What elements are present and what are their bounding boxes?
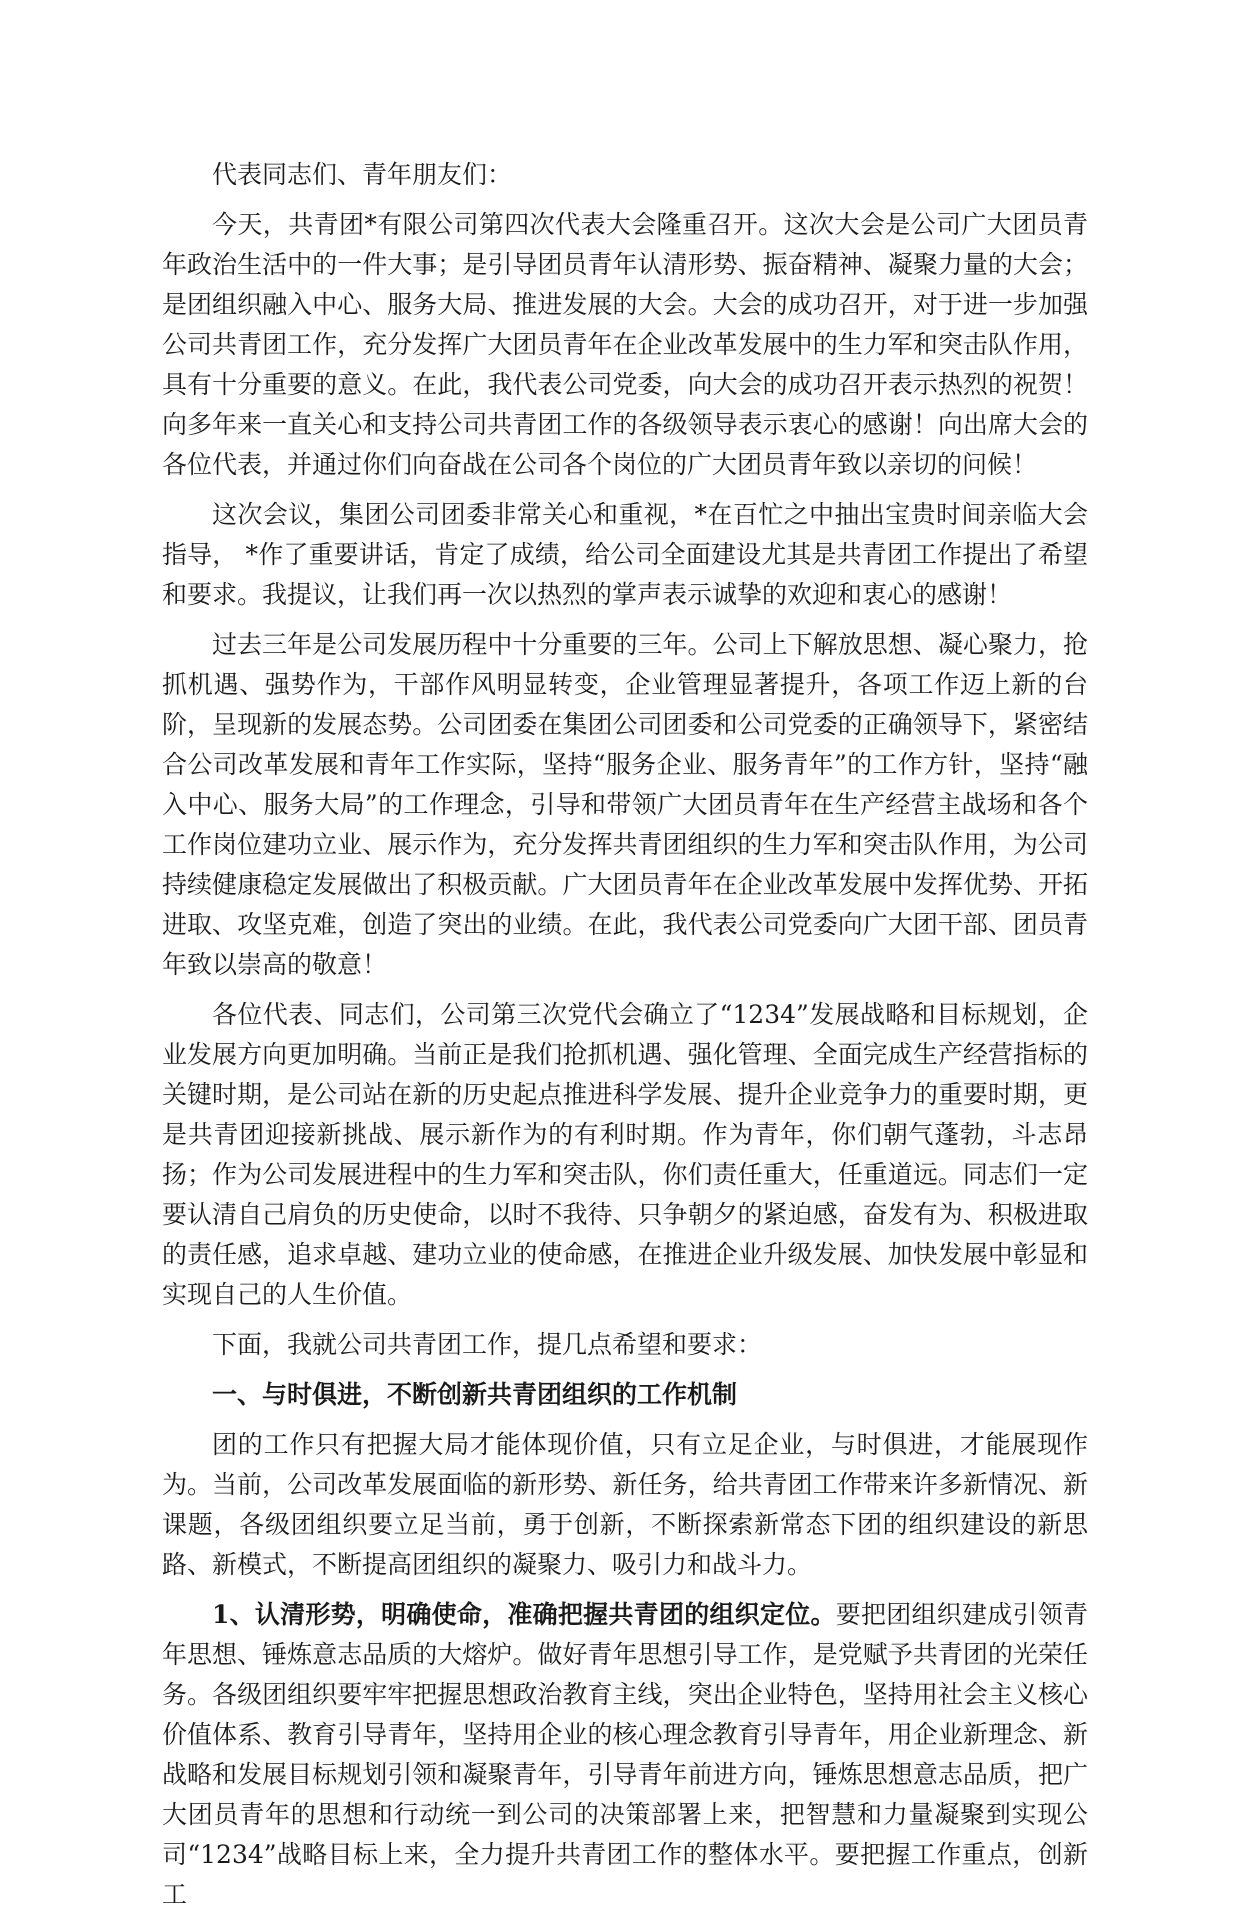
paragraph-past-three-years: 过去三年是公司发展历程中十分重要的三年。公司上下解放思想、凝心聚力，抢抓机遇、强势作为，干部作风明显转变，企业管理显著提升，各项工作迈上新的台阶，呈现新的发展态势。公司团委在集团公司团委和公司党委的正确领导下，紧密结合公司改革发展和青年工作实际，坚持“服务企业、服务青年”的工作方针，坚持“融入中心、服务大局”的工作理念，引导和带领广大团员青年在生产经营主战场和各个工作岗位建功立业、展示作为，充分发挥共青团组织的生力军和突击队作用，为公司持续健康稳定发展做出了积极贡献。广大团员青年在企业改革发展中发挥优势、开拓进取、攻坚克难，创造了突出的业绩。在此，我代表公司党委向广大团干部、团员青年致以崇高的敬意！: [162, 630, 1088, 979]
paragraph-strategy: 各位代表、同志们，公司第三次党代会确立了“1234”发展战略和目标规划，企业发展方向更加明确。当前正是我们抢抓机遇、强化管理、全面完成生产经营指标的关键时期，是公司站在新的历史起点推进科学发展、提升企业竞争力的重要时期，更是共青团迎接新挑战、展示新作为的有利时期。作为青年，你们朝气蓬勃，斗志昂扬；作为公司发展进程中的生力军和突击队，你们责任重大，任重道远。同志们一定要认清自己肩负的历史使命，以时不我待、只争朝夕的紧迫感，奋发有为、积极进取的责任感，追求卓越、建功立业的使命感，在推进企业升级发展、加快发展中彰显和实现自己的人生价值。: [162, 1000, 1088, 1309]
point-1-lead: 1、认清形势，明确使命，准确把握共青团的组织定位。: [212, 1600, 836, 1629]
point-1-body: 要把团组织建成引领青年思想、锤炼意志品质的大熔炉。做好青年思想引导工作，是党赋予共青团的光荣任务。各级团组织要牢牢把握思想政治教育主线，突出企业特色，坚持用社会主义核心价值体系、教育引导青年，坚持用企业的核心理念教育引导青年，用企业新理念、新战略和发展目标规划引领和凝聚青年，引导青年前进方向，锤炼思想意志品质，把广大团员青年的思想和行动统一到公司的决策部署上来，把智慧和力量凝聚到实现公司“1234”战略目标上来，全力提升共青团工作的整体水平。要把握工作重点，创新工: [162, 1600, 1088, 1909]
paragraph-opening: 今天，共青团*有限公司第四次代表大会隆重召开。这次大会是公司广大团员青年政治生活中的一件大事；是引导团员青年认清形势、振奋精神、凝聚力量的大会；是团组织融入中心、服务大局、推进发展的大会。大会的成功召开，对于进一步加强公司共青团工作，充分发挥广大团员青年在企业改革发展中的生力军和突击队作用，具有十分重要的意义。在此，我代表公司党委，向大会的成功召开表示热烈的祝贺！向多年来一直关心和支持公司共青团工作的各级领导表示衷心的感谢！向出席大会的各位代表，并通过你们向奋战在公司各个岗位的广大团员青年致以亲切的问候！: [162, 210, 1088, 479]
paragraph-intro-requirements: 下面，我就公司共青团工作，提几点希望和要求：: [212, 1330, 763, 1359]
paragraph-point-1: [162, 1595, 1088, 1915]
salutation: 代表同志们、青年朋友们：: [212, 160, 513, 189]
section-heading-1: 一、与时俱进，不断创新共青团组织的工作机制: [212, 1380, 738, 1409]
paragraph-thanks: 这次会议，集团公司团委非常关心和重视，*在百忙之中抽出宝贵时间亲临大会指导， *作了重要讲话，肯定了成绩，给公司全面建设尤其是共青团工作提出了希望和要求。我提议，让我们再一次以热烈的掌声表示诚挚的欢迎和衷心的感谢！: [162, 500, 1088, 609]
paragraph-section-1: 团的工作只有把握大局才能体现价值，只有立足企业，与时俱进，才能展现作为。当前，公司改革发展面临的新形势、新任务，给共青团工作带来许多新情况、新课题，各级团组织要立足当前，勇于创新，不断探索新常态下团的组织建设的新思路、新模式，不断提高团组织的凝聚力、吸引力和战斗力。: [162, 1430, 1088, 1579]
